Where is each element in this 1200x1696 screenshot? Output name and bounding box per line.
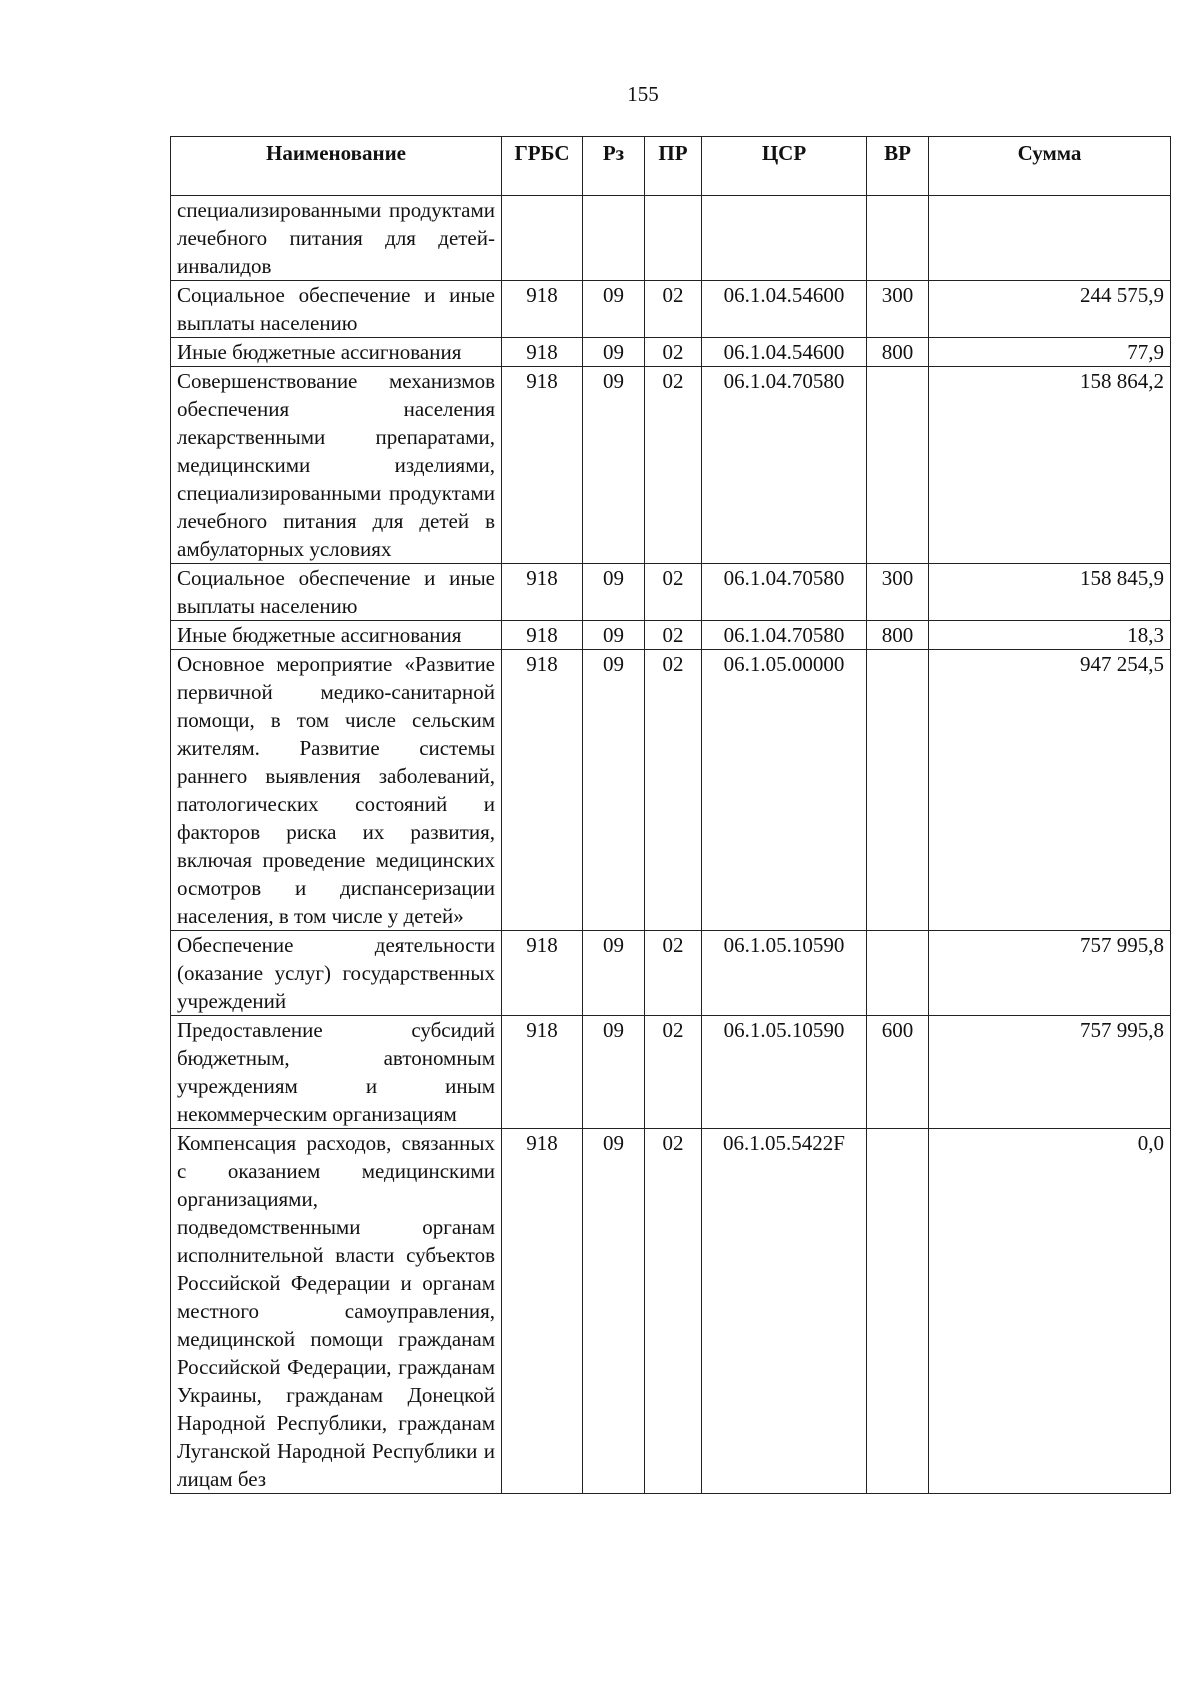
table-row — [171, 564, 1171, 621]
cell-vr — [867, 931, 929, 1016]
column-header-pr: ПР — [645, 137, 702, 196]
column-header-sum: Сумма — [929, 137, 1171, 196]
cell-name: Социальное обеспечение и иные выплаты населению — [171, 281, 502, 338]
column-header-grbs: ГРБС — [502, 137, 583, 196]
cell-pr: 02 — [645, 338, 702, 367]
cell-vr: 600 — [867, 1016, 929, 1129]
cell-vr: 800 — [867, 621, 929, 650]
cell-csr: 06.1.04.70580 — [702, 367, 867, 564]
cell-rz: 09 — [583, 1129, 645, 1494]
table-row — [171, 367, 1171, 564]
cell-pr: 02 — [645, 1129, 702, 1494]
cell-pr: 02 — [645, 621, 702, 650]
cell-sum: 757 995,8 — [929, 931, 1171, 1016]
cell-csr: 06.1.04.70580 — [702, 621, 867, 650]
cell-name: Социальное обеспечение и иные выплаты населению — [171, 564, 502, 621]
cell-vr: 300 — [867, 281, 929, 338]
cell-name: Совершенствование механизмов обеспечения населения лекарственными препаратами, медицинскими изделиями, специализированными продуктами лечебного питания для детей в амбулаторных условиях — [171, 367, 502, 564]
cell-grbs: 918 — [502, 621, 583, 650]
table-row — [171, 650, 1171, 931]
cell-grbs — [502, 196, 583, 281]
cell-csr: 06.1.05.00000 — [702, 650, 867, 931]
cell-rz: 09 — [583, 931, 645, 1016]
cell-sum: 947 254,5 — [929, 650, 1171, 931]
cell-sum: 244 575,9 — [929, 281, 1171, 338]
cell-vr: 800 — [867, 338, 929, 367]
cell-csr: 06.1.04.54600 — [702, 281, 867, 338]
table-row — [171, 931, 1171, 1016]
table-row — [171, 621, 1171, 650]
cell-rz: 09 — [583, 281, 645, 338]
table-row — [171, 196, 1171, 281]
cell-grbs: 918 — [502, 564, 583, 621]
cell-sum: 18,3 — [929, 621, 1171, 650]
cell-grbs: 918 — [502, 338, 583, 367]
cell-sum: 0,0 — [929, 1129, 1171, 1494]
cell-grbs: 918 — [502, 650, 583, 931]
page-number: 155 — [627, 82, 659, 106]
cell-name: Иные бюджетные ассигнования — [171, 621, 502, 650]
table-row — [171, 1016, 1171, 1129]
cell-sum: 757 995,8 — [929, 1016, 1171, 1129]
cell-rz: 09 — [583, 338, 645, 367]
cell-sum: 158 845,9 — [929, 564, 1171, 621]
cell-pr: 02 — [645, 650, 702, 931]
cell-sum: 158 864,2 — [929, 367, 1171, 564]
cell-name: Иные бюджетные ассигнования — [171, 338, 502, 367]
cell-csr: 06.1.05.10590 — [702, 931, 867, 1016]
column-header-csr: ЦСР — [702, 137, 867, 196]
table-header-row — [171, 137, 1171, 196]
table-body — [171, 196, 1171, 1494]
cell-grbs: 918 — [502, 1016, 583, 1129]
cell-name: Основное мероприятие «Развитие первичной медико-санитарной помощи, в том числе сельским жителям. Развитие системы раннего выявления заболеваний, патологических состояний и факторов риска их развития, включая проведение медицинских осмотров и диспансеризации населения, в том числе у детей» — [171, 650, 502, 931]
table-row — [171, 281, 1171, 338]
cell-rz: 09 — [583, 564, 645, 621]
cell-name: Предоставление субсидий бюджетным, автономным учреждениям и иным некоммерческим организациям — [171, 1016, 502, 1129]
table-row — [171, 338, 1171, 367]
cell-pr: 02 — [645, 564, 702, 621]
cell-pr: 02 — [645, 931, 702, 1016]
cell-vr — [867, 650, 929, 931]
cell-rz: 09 — [583, 621, 645, 650]
budget-table — [170, 136, 1171, 1494]
cell-name: специализированными продуктами лечебного питания для детей-инвалидов — [171, 196, 502, 281]
cell-grbs: 918 — [502, 367, 583, 564]
cell-name: Обеспечение деятельности (оказание услуг) государственных учреждений — [171, 931, 502, 1016]
cell-csr: 06.1.05.10590 — [702, 1016, 867, 1129]
cell-csr — [702, 196, 867, 281]
cell-csr: 06.1.04.70580 — [702, 564, 867, 621]
column-header-name: Наименование — [171, 137, 502, 196]
cell-grbs: 918 — [502, 281, 583, 338]
cell-vr — [867, 367, 929, 564]
cell-csr: 06.1.05.5422F — [702, 1129, 867, 1494]
cell-vr — [867, 1129, 929, 1494]
cell-csr: 06.1.04.54600 — [702, 338, 867, 367]
cell-rz: 09 — [583, 367, 645, 564]
cell-vr: 300 — [867, 564, 929, 621]
cell-rz — [583, 196, 645, 281]
cell-grbs: 918 — [502, 1129, 583, 1494]
cell-pr: 02 — [645, 281, 702, 338]
table-row — [171, 1129, 1171, 1494]
cell-rz: 09 — [583, 1016, 645, 1129]
cell-sum — [929, 196, 1171, 281]
cell-pr — [645, 196, 702, 281]
cell-vr — [867, 196, 929, 281]
column-header-rz: Рз — [583, 137, 645, 196]
column-header-vr: ВР — [867, 137, 929, 196]
cell-sum: 77,9 — [929, 338, 1171, 367]
cell-rz: 09 — [583, 650, 645, 931]
cell-pr: 02 — [645, 1016, 702, 1129]
cell-grbs: 918 — [502, 931, 583, 1016]
cell-pr: 02 — [645, 367, 702, 564]
cell-name: Компенсация расходов, связанных с оказанием медицинскими организациями, подведомственными органам исполнительной власти субъектов Российской Федерации и органам местного самоуправления, медицинской помощи гражданам Российской Федерации, гражданам Украины, гражданам Донецкой Народной Республики, гражданам Луганской Народной Республики и лицам без — [171, 1129, 502, 1494]
